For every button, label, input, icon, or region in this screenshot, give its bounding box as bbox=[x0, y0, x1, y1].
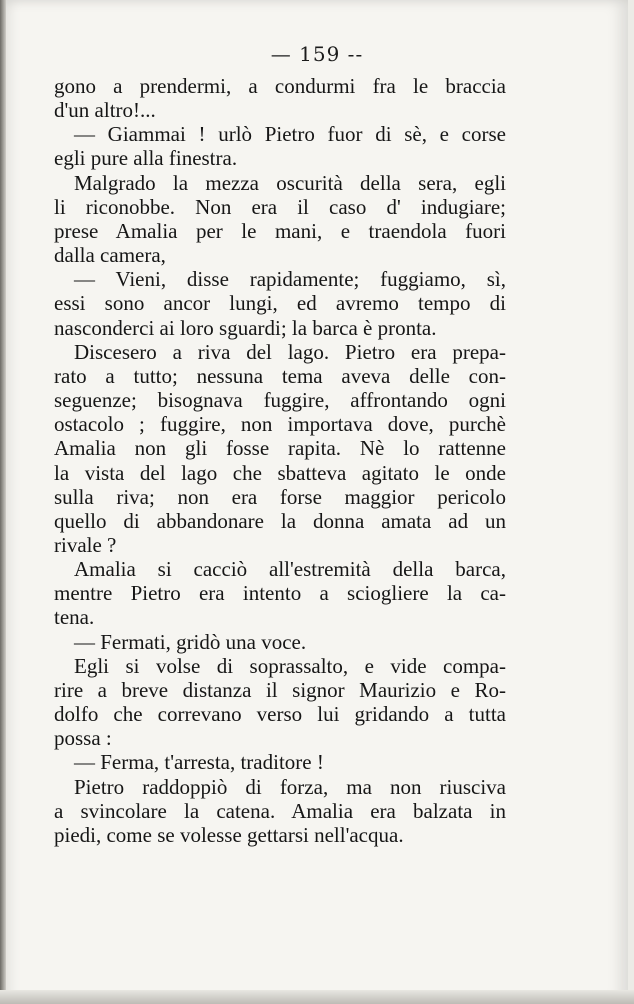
text-line: tena. bbox=[54, 605, 95, 630]
body-text bbox=[54, 74, 506, 847]
text-line: Amalia non gli fosse rapita. Nè lo rattenne bbox=[54, 436, 506, 461]
text-line: dalla camera, bbox=[54, 243, 166, 268]
text-line: piedi, come se volesse gettarsi nell'acqua. bbox=[54, 822, 404, 847]
text-line: Egli si volse di soprassalto, e vide compa- bbox=[74, 653, 506, 678]
text-line: Pietro raddoppiò di forza, ma non riusciva bbox=[74, 774, 506, 799]
text-line: rire a breve distanza il signor Maurizio e Ro- bbox=[54, 677, 506, 702]
text-line: mentre Pietro era intento a sciogliere la ca- bbox=[54, 581, 506, 606]
page-bottom-edge bbox=[0, 990, 634, 1004]
text-line: quello di abbandonare la donna amata ad un bbox=[54, 508, 506, 533]
text-line: — Fermati, gridò una voce. bbox=[74, 629, 307, 654]
text-line: dolfo che correvano verso lui gridando a tutta bbox=[54, 702, 506, 727]
text-line: nasconderci ai loro sguardi; la barca è pronta. bbox=[54, 315, 437, 340]
text-line: — Ferma, t'arresta, traditore ! bbox=[74, 750, 324, 775]
text-line: li riconobbe. Non era il caso d' indugiare; bbox=[54, 194, 506, 219]
text-line: Discesero a riva del lago. Pietro era prepa- bbox=[74, 339, 506, 364]
text-line: prese Amalia per le mani, e traendola fuori bbox=[54, 218, 506, 243]
text-line: — Vieni, disse rapidamente; fuggiamo, sì, bbox=[74, 267, 506, 292]
text-line: rivale ? bbox=[54, 532, 117, 557]
text-line: d'un altro!... bbox=[54, 98, 156, 123]
text-line: a svincolare la catena. Amalia era balzata in bbox=[54, 798, 506, 823]
text-line: ostacolo ; fuggire, non importava dove, purchè bbox=[54, 412, 506, 437]
text-line: seguenze; bisognava fuggire, affrontando ogni bbox=[54, 388, 506, 413]
text-line: Malgrado la mezza oscurità della sera, egli bbox=[74, 170, 506, 195]
page-left-edge bbox=[0, 0, 6, 1004]
text-line: Amalia si cacciò all'estremità della barca, bbox=[74, 557, 506, 582]
text-line: sulla riva; non era forse maggior pericolo bbox=[54, 484, 506, 509]
text-line: egli pure alla finestra. bbox=[54, 146, 238, 171]
text-line: — Giammai ! urlò Pietro fuor di sè, e corse bbox=[74, 122, 506, 147]
page-number: — 159 -- bbox=[270, 42, 364, 66]
text-line: possa : bbox=[54, 726, 112, 751]
text-line: rato a tutto; nessuna tema aveva delle con- bbox=[54, 363, 506, 388]
text-line: essi sono ancor lungi, ed avremo tempo di bbox=[54, 291, 506, 316]
text-line: la vista del lago che sbatteva agitato le onde bbox=[54, 460, 506, 485]
text-line: gono a prendermi, a condurmi fra le braccia bbox=[54, 74, 506, 98]
